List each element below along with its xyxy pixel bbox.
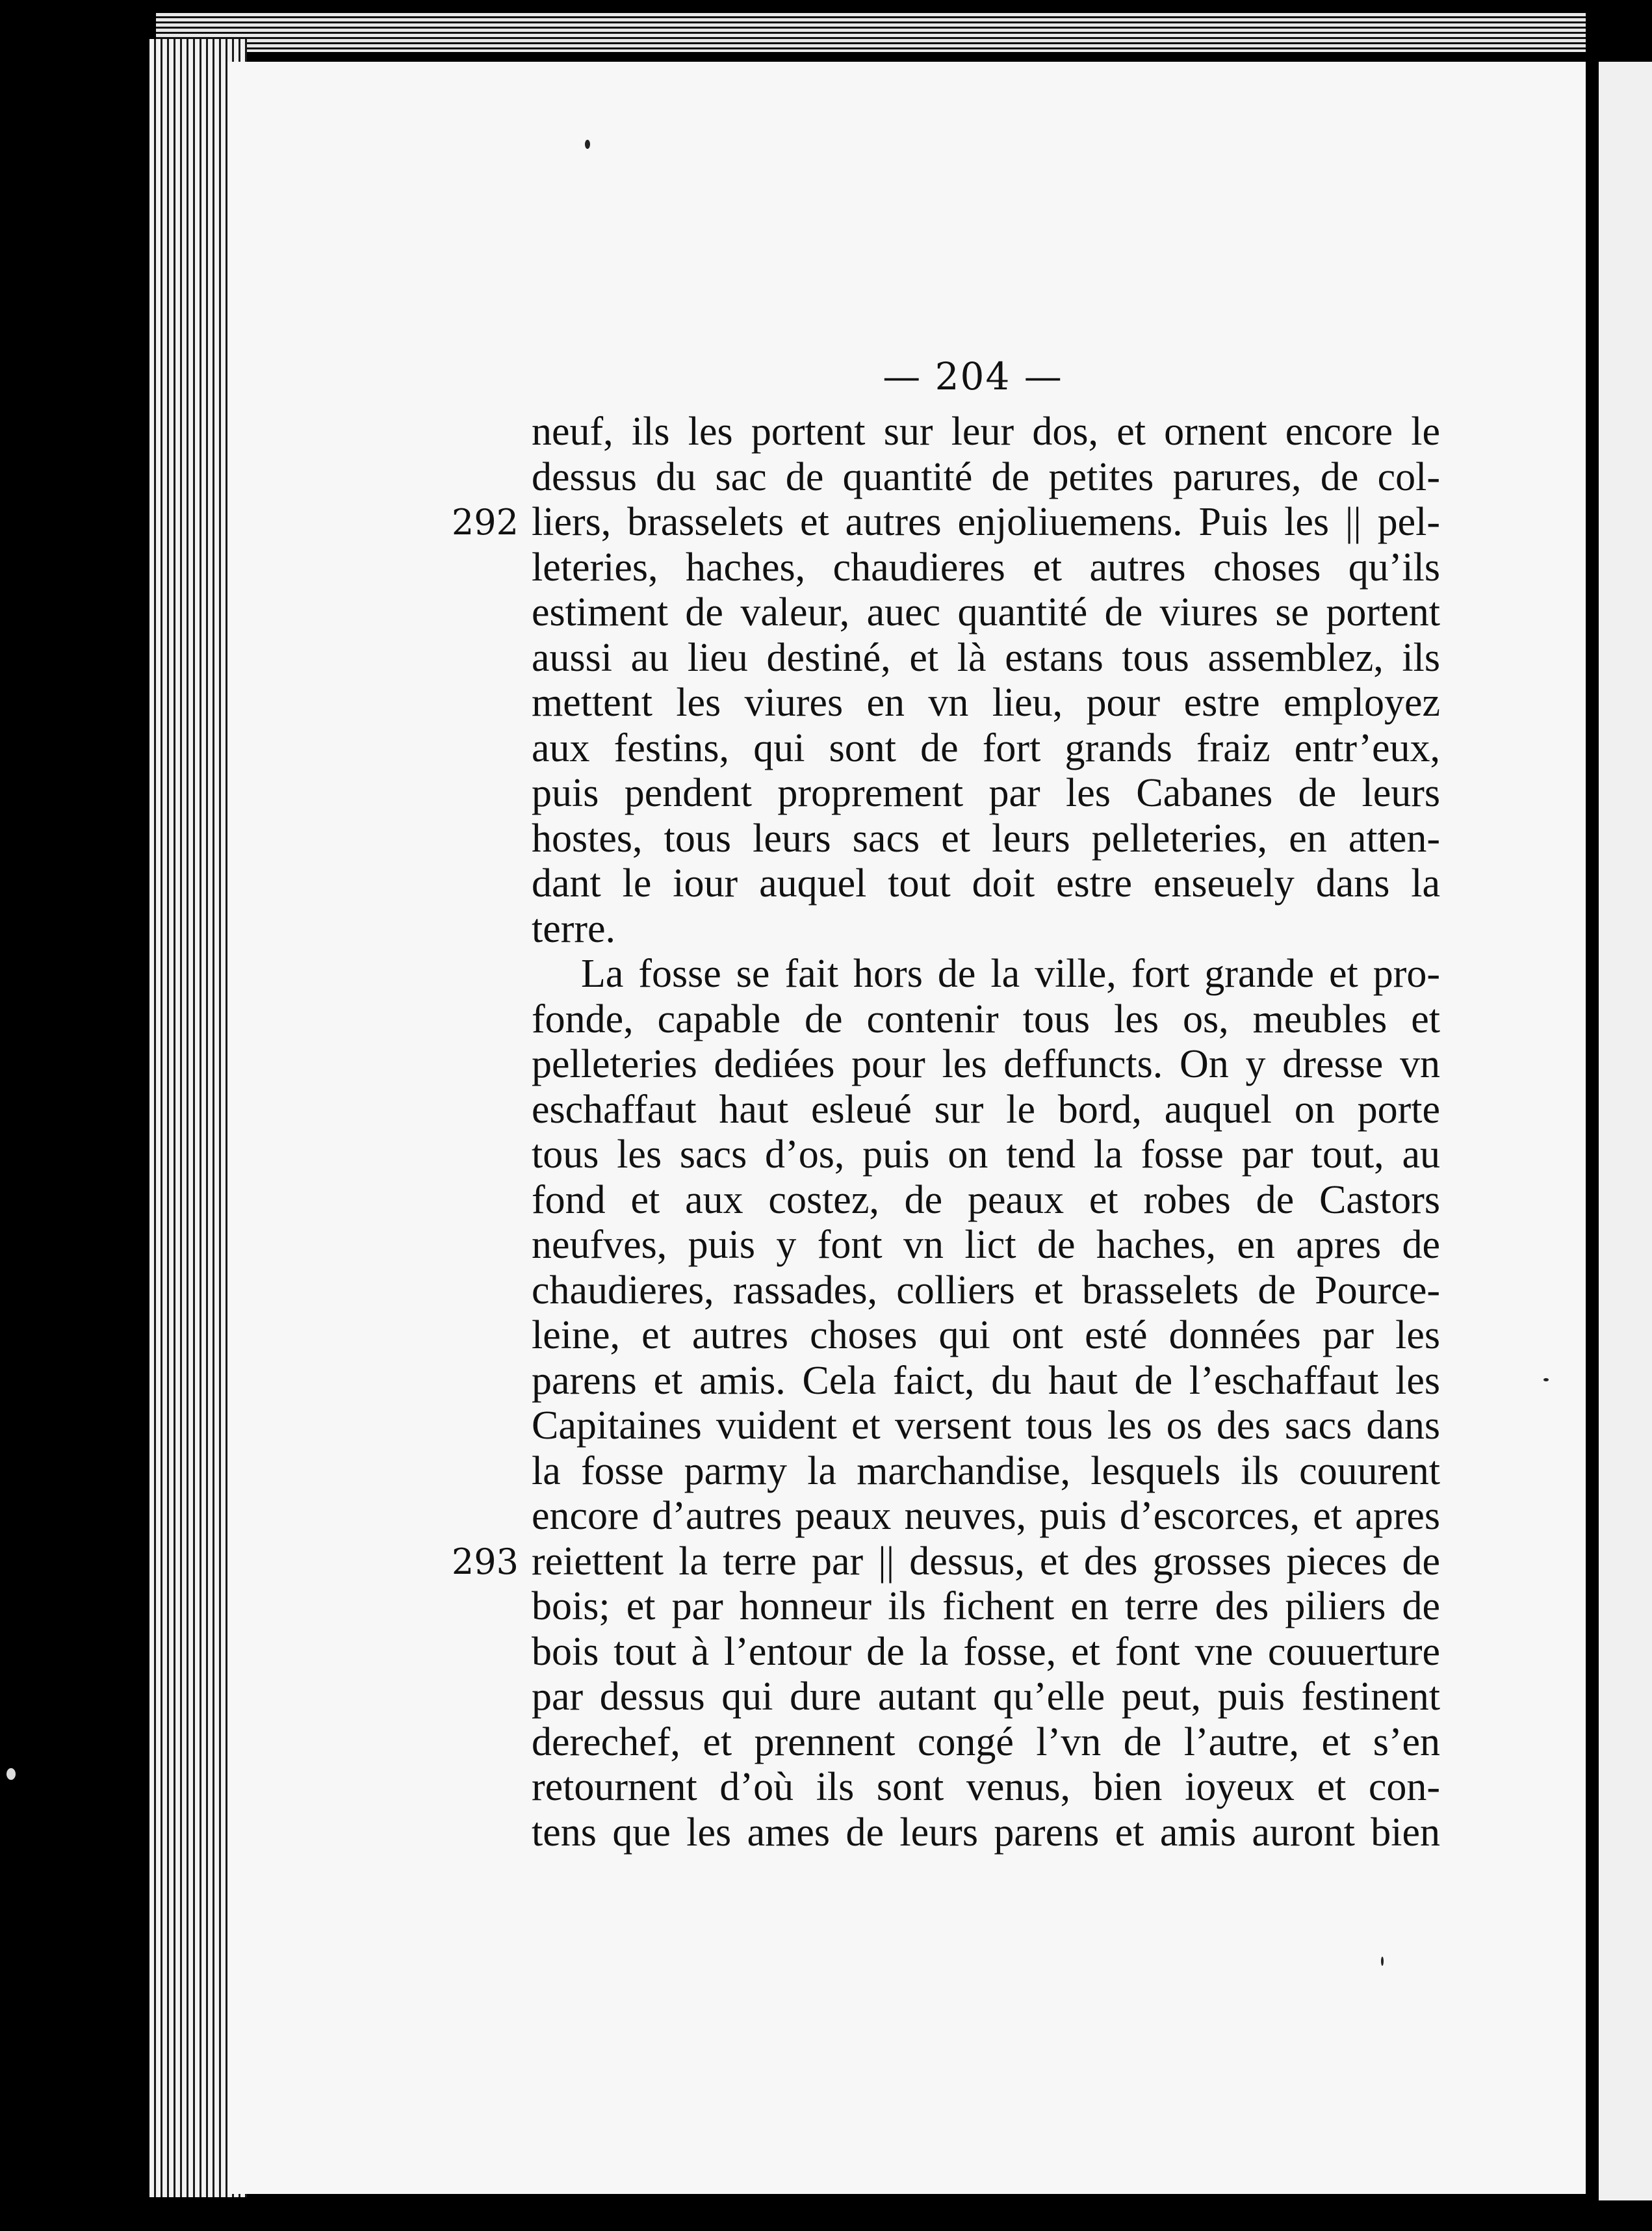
text-line: fond et aux costez, de peaux et robes de Castors [532, 1177, 1440, 1222]
text-line: terre. [532, 906, 616, 951]
text-line: puis pendent proprement par les Cabanes de leurs [532, 771, 1440, 815]
text-line: aux festins, qui sont de fort grands fraiz entr’eux, [532, 725, 1440, 770]
margin-page-number: 292 [451, 502, 519, 543]
scan-speck [585, 140, 590, 149]
text-line: eschaffaut haut esleué sur le bord, auquel on porte [532, 1087, 1440, 1132]
paragraph [451, 952, 1440, 1855]
scan-speck [1381, 1957, 1384, 1966]
text-line: leine, et autres choses qui ont esté données par les [532, 1313, 1440, 1357]
text-line: Capitaines vuident et versent tous les os des sacs dans [532, 1403, 1440, 1448]
text-line: liers, brasselets et autres enjoliuemens. Puis les || pel- 292 [451, 500, 1440, 544]
scan-speck [6, 1768, 16, 1780]
text-line: pelleteries dediées pour les deffuncts. On y dresse vn [532, 1042, 1440, 1086]
text-line: par dessus qui dure autant qu’elle peut, puis festinent [532, 1675, 1440, 1719]
text-line: derechef, et prennent congé l’vn de l’autre, et s’en [532, 1719, 1440, 1764]
text-line: dessus du sac de quantité de petites parures, de col- [532, 454, 1440, 499]
text-line: neufves, puis y font vn lict de haches, en apres de [532, 1223, 1440, 1267]
text-line: retournent d’où ils sont venus, bien ioyeux et con- [532, 1765, 1440, 1809]
text-line: reiettent la terre par || dessus, et des grosses pieces de 293 [451, 1539, 1440, 1584]
scan-speck [1543, 1378, 1549, 1381]
text-line: aussi au lieu destiné, et là estans tous assemblez, ils [532, 635, 1440, 680]
text-line: leteries, haches, chaudieres et autres choses qu’ils [532, 545, 1440, 590]
text-line: bois tout à l’entour de la fosse, et font vne couuerture [532, 1629, 1440, 1674]
text-line: fonde, capable de contenir tous les os, meubles et [532, 997, 1440, 1041]
text-line: tens que les ames de leurs parens et amis auront bien [532, 1810, 1440, 1855]
text-line: bois; et par honneur ils fichent en terre des piliers de [532, 1584, 1440, 1628]
margin-page-number: 293 [451, 1541, 519, 1582]
text-line: estiment de valeur, auec quantité de viures se portent [532, 590, 1440, 634]
text-line: la fosse parmy la marchandise, lesquels ils couurent [532, 1448, 1440, 1493]
text-line: La fosse se fait hors de la ville, fort grande et pro- [581, 952, 1440, 996]
body-text [451, 410, 1440, 1855]
text-line: dant le iour auquel tout doit estre enseuely dans la [532, 861, 1440, 906]
text-line: chaudieres, rassades, colliers et brasselets de Pource- [532, 1268, 1440, 1312]
running-head: — 204 — [883, 354, 1063, 398]
text-line: mettent les viures en vn lieu, pour estre employez [532, 681, 1440, 725]
text-line: parens et amis. Cela faict, du haut de l’eschaffaut les [532, 1358, 1440, 1403]
page-edges-top [156, 13, 1586, 52]
text-line: encore d’autres peaux neuves, puis d’escorces, et apres [532, 1494, 1440, 1538]
text-line: neuf, ils les portent sur leur dos, et ornent encore le [532, 410, 1440, 454]
text-line: hostes, tous leurs sacs et leurs pelleteries, en atten- [532, 816, 1440, 861]
paragraph [451, 410, 1440, 952]
text-line: tous les sacs d’os, puis on tend la fosse par tout, au [532, 1132, 1440, 1177]
